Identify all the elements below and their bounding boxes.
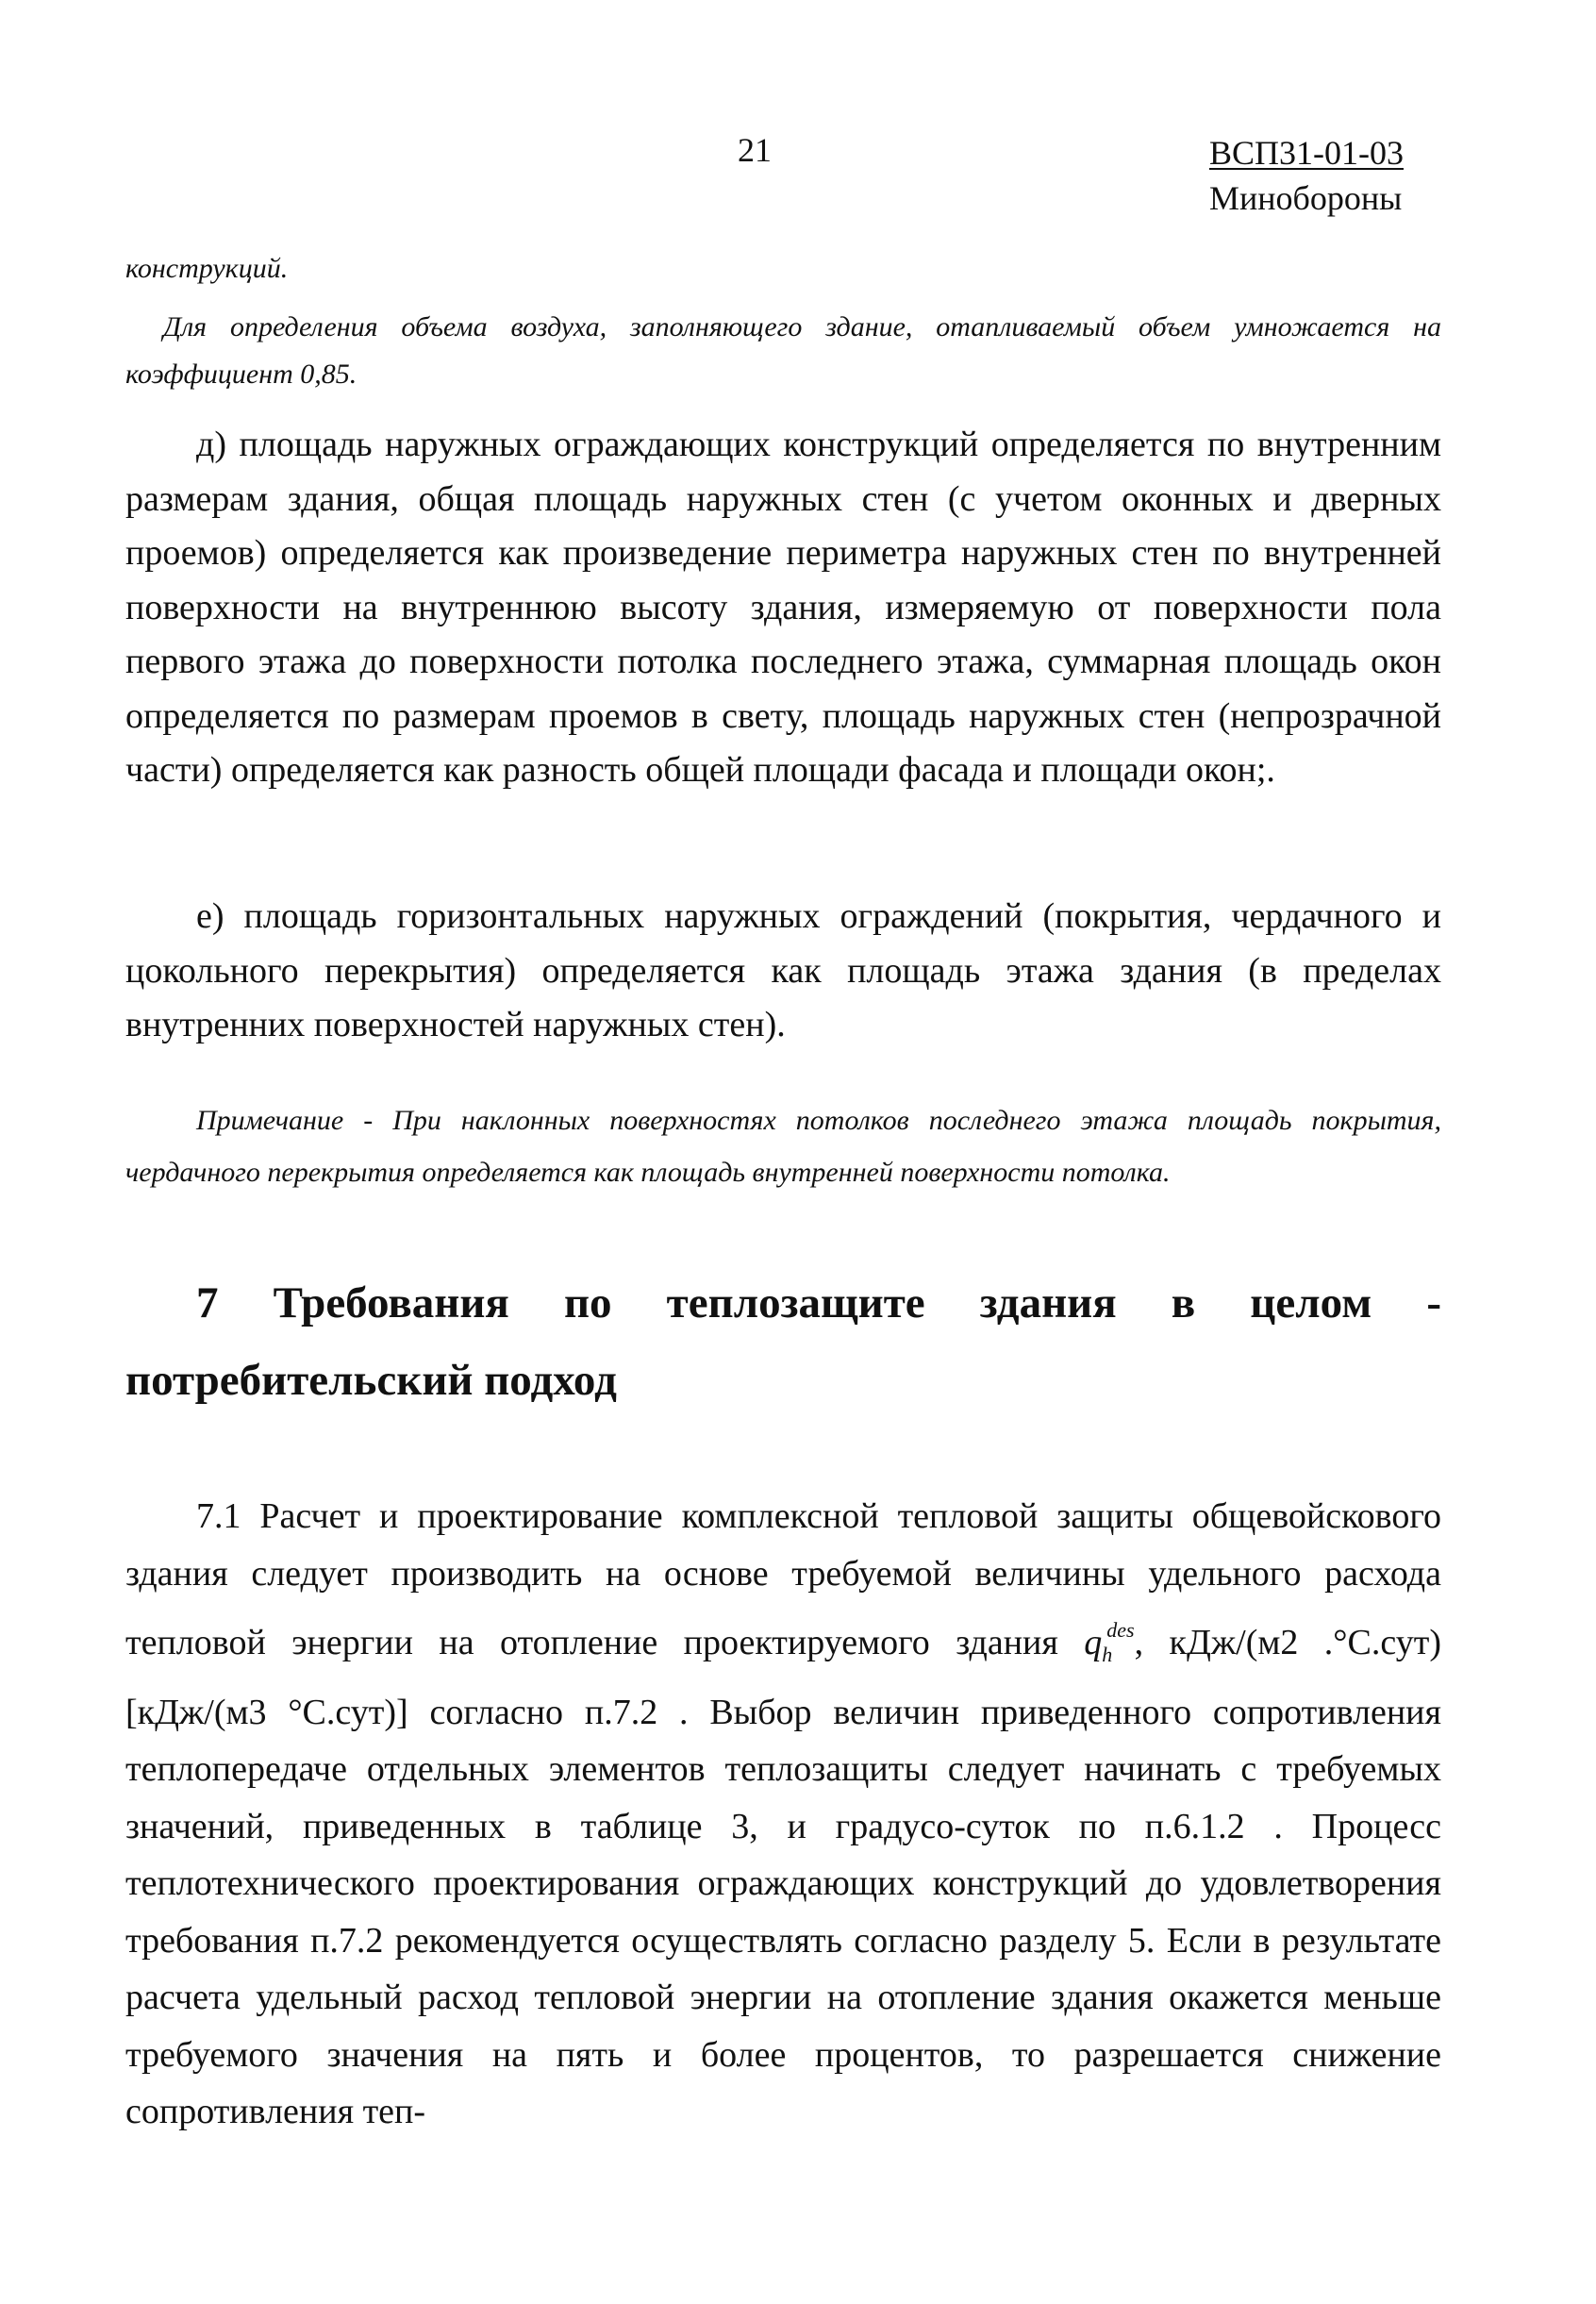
- section-heading: 7 Требования по теплозащите здания в целом - потребительский подход: [125, 1278, 1441, 1405]
- continued-text-fragment: конструкций.: [125, 253, 289, 284]
- paragraph-7-1: [125, 1488, 1441, 2141]
- paragraph-7-1-text-start: 7.1 Расчет и проектирование комплексной тепловой защиты общевойскового здания следует производить на основе требуемой величины удельного расхода тепловой энергии на отопление проектируемого здания: [125, 1496, 1441, 1662]
- document-code-block: [1209, 130, 1404, 221]
- organization-name: Минобороны: [1209, 179, 1403, 217]
- note: Примечание - При наклонных поверхностях потолков последнего этажа площадь покрытия, чердачного перекрытия определяется как площадь внутренней поверхности потолка.: [125, 1105, 1441, 1188]
- formula-q-superscript: des: [1106, 1618, 1135, 1642]
- heat-consumption-formula: [1084, 1618, 1135, 1666]
- paragraph-7-1-text-end: , кДж/(м2 .°С.сут) [кДж/(м3 °С.сут)] согласно п.7.2 . Выбор величин приведенного сопротивления теплопередаче отдельных элементов теплозащиты следует начинать с требуемых значений, приведенных в таблице 3, и градусо-суток по п.6.1.2 . Процесс теплотехнического проектирования ограждающих конструкций до удовлетворения требования п.7.2 рекомендуется осуществлять согласно разделу 5. Если в результате расчета удельный расход тепловой энергии на отопление здания окажется меньше требуемого значения на пять и более процентов, то разрешается снижение сопротивления теп-: [125, 1623, 1441, 2131]
- page-number: 21: [738, 131, 772, 169]
- document-code: ВСП31-01-03: [1209, 134, 1404, 172]
- paragraph-e: е) площадь горизонтальных наружных ограждений (покрытия, чердачного и цокольного перекрытия) определяется как площадь этажа здания (в пределах внутренних поверхностей наружных стен).: [125, 896, 1441, 1044]
- air-volume-note: Для определения объема воздуха, заполняющего здание, отапливаемый объем умножается на коэффициент 0,85.: [125, 311, 1441, 390]
- formula-q-subscript: h: [1102, 1643, 1113, 1666]
- formula-q-symbol: q: [1084, 1623, 1103, 1662]
- paragraph-d: д) площадь наружных ограждающих конструкций определяется по внутренним размерам здания, общая площадь наружных стен (с учетом оконных и дверных проемов) определяется как произведение периметра наружных стен по внутренней поверхности на внутреннюю высоту здания, измеряемую от поверхности пола первого этажа до поверхности потолка последнего этажа, суммарная площадь окон определяется по размерам проемов в свету, площадь наружных стен (непрозрачной части) определяется как разность общей площади фасада и площади окон;.: [125, 425, 1441, 790]
